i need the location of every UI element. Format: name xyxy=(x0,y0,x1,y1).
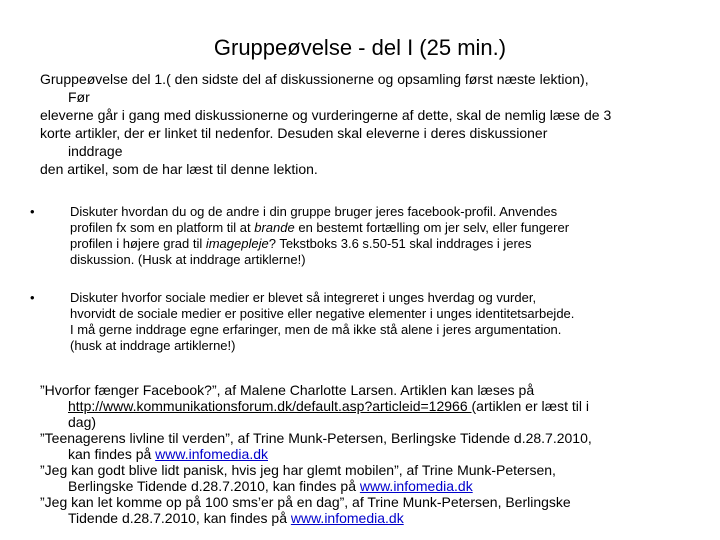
bullet-list xyxy=(30,204,690,376)
intro-paragraph xyxy=(40,70,690,178)
bullet-item xyxy=(30,290,690,354)
intro-line: Gruppeøvelse del 1.( den sidste del af diskussionerne og opsamling først næste lektion), xyxy=(40,71,589,87)
reference-line: ”Jeg kan let komme op på 100 sms’er på en dag”, af Trine Munk-Petersen, Berlingske xyxy=(40,494,571,510)
reference-line: Berlingske Tidende d.28.7.2010, kan findes på www.infomedia.dk xyxy=(68,478,473,494)
bullet-line: Diskuter hvordan du og de andre i din gruppe bruger jeres facebook-profil. Anvendes xyxy=(70,204,558,219)
bullet-icon: • xyxy=(30,290,35,305)
bullet-item xyxy=(30,204,690,268)
intro-line: inddrage xyxy=(68,143,123,159)
slide-title: Gruppeøvelse - del I (25 min.) xyxy=(213,35,507,60)
intro-line: Før xyxy=(68,89,90,105)
infomedia-link[interactable]: www.infomedia.dk xyxy=(155,446,268,462)
brande-term: brande xyxy=(254,220,295,235)
infomedia-link[interactable]: www.infomedia.dk xyxy=(359,478,473,494)
intro-line: den artikel, som de har læst til denne lektion. xyxy=(40,161,318,177)
bullet-line: Diskuter hvorfor sociale medier er blevet så integreret i unges hverdag og vurder, xyxy=(70,290,537,305)
bullet-line: profilen i højere grad til imagepleje? Tekstboks 3.6 s.50-51 skal inddrages i jeres xyxy=(70,236,532,251)
imagepleje-term: imagepleje xyxy=(205,236,269,251)
reference-line: kan findes på www.infomedia.dk xyxy=(68,446,268,462)
bullet-line: (husk at inddrage artiklerne!) xyxy=(70,338,236,353)
bullet-line: hvorvidt de sociale medier er positive eller negative elementer i unges identitetsarbejde. xyxy=(70,306,575,321)
reference-line: http://www.kommunikationsforum.dk/default.asp?articleid=12966 (artiklen er læst til i xyxy=(68,398,589,414)
reference-line: ”Hvorfor fænger Facebook?”, af Malene Charlotte Larsen. Artiklen kan læses på xyxy=(40,382,535,398)
reference-line: Tidende d.28.7.2010, kan findes på www.infomedia.dk xyxy=(68,510,404,526)
intro-line: eleverne går i gang med diskussionerne og vurderingerne af dette, skal de nemlig læse de 3 xyxy=(40,107,612,123)
kommunikationsforum-link[interactable]: http://www.kommunikationsforum.dk/default.asp?articleid=12966 xyxy=(68,398,472,414)
reference-line: ”Teenagerens livline til verden”, af Trine Munk-Petersen, Berlingske Tidende d.28.7.2010, xyxy=(40,430,592,446)
bullet-line: I må gerne inddrage egne erfaringer, men de må ikke stå alene i jeres argumentation. xyxy=(70,322,562,337)
bullet-icon: • xyxy=(30,204,35,219)
infomedia-link[interactable]: www.infomedia.dk xyxy=(290,510,404,526)
intro-line: korte artikler, der er linket til nedenfor. Desuden skal eleverne i deres diskussioner xyxy=(40,125,548,141)
reference-line: ”Jeg kan godt blive lidt panisk, hvis jeg har glemt mobilen”, af Trine Munk-Petersen, xyxy=(40,462,556,478)
bullet-line: profilen fx som en platform til at brande en bestemt fortælling om jer selv, eller fungerer xyxy=(70,220,570,235)
reference-line: dag) xyxy=(68,414,97,430)
reference-list xyxy=(40,382,700,526)
bullet-line: diskussion. (Husk at inddrage artiklerne!) xyxy=(70,252,306,267)
